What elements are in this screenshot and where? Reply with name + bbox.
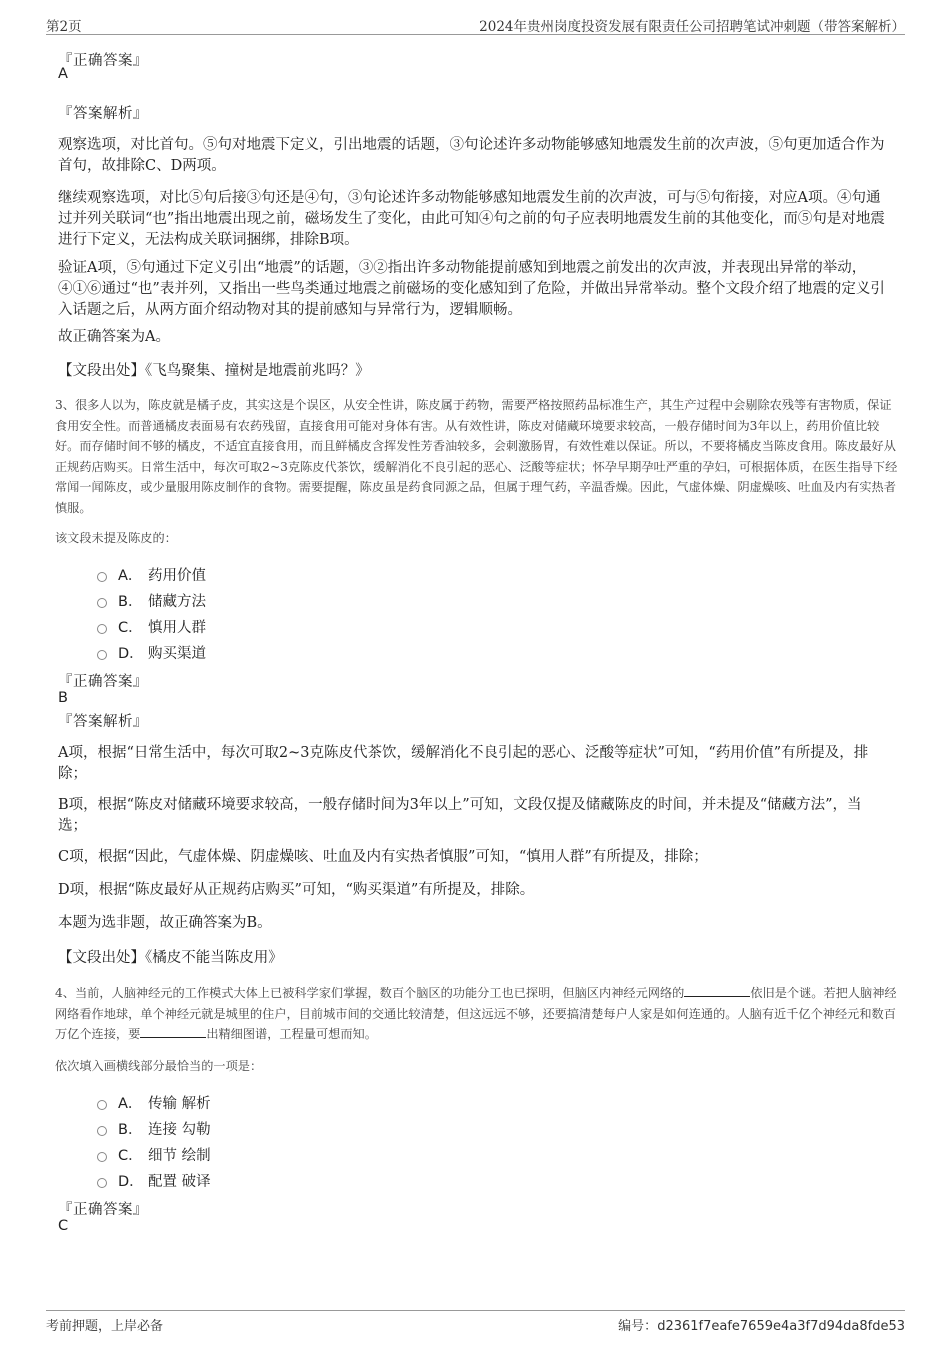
option-key: A． bbox=[118, 1095, 143, 1112]
option-key: D． bbox=[118, 645, 144, 662]
q4-option-b[interactable] bbox=[97, 1118, 211, 1138]
q4-option-c[interactable] bbox=[97, 1144, 211, 1164]
q3-analysis-paragraph: 本题为选非题，故正确答案为B。 bbox=[58, 915, 272, 931]
radio-icon[interactable] bbox=[97, 598, 107, 608]
page-header bbox=[46, 14, 905, 35]
serial-label: 编号： bbox=[618, 1319, 658, 1334]
q3-question-text: 3、很多人以为，陈皮就是橘子皮，其实这是个误区，从安全性讲，陈皮属于药物，需要严格按照药品标准生产，其生产过程中会剔除农残等有害物质，保证食用安全性。而普通橘皮表面易有农药残留，直接食用可能对身体有害。从有效性讲，陈皮对储藏环境要求较高，一般存储时间为3年以上，药用价值比较好。而存储时间不够的橘皮，不适宜直接食用，而且鲜橘皮含挥发性芳香油较多，会刺激肠胃，有效性难以保证。所以，不要将橘皮当陈皮食用。陈皮最好从正规药店购买。日常生活中，每次可取2~3克陈皮代茶饮，缓解消化不良引起的恶心、泛酸等症状；怀孕早期孕吐严重的孕妇，可根据体质，在医生指导下经常闻一闻陈皮，或少量服用陈皮制作的食物。需要提醒，陈皮虽是药食同源之品，但属于理气药，辛温香燥。因此，气虚体燥、阴虚燥咳、吐血及内有实热者慎服。 bbox=[55, 398, 898, 515]
q4-answer: C bbox=[58, 1218, 69, 1234]
footer-slogan: 考前押题，上岸必备 bbox=[46, 1319, 164, 1334]
q3-option-b[interactable] bbox=[97, 590, 206, 610]
radio-icon[interactable] bbox=[97, 650, 107, 660]
option-text: 药用价值 bbox=[148, 567, 206, 584]
option-key: B． bbox=[118, 593, 143, 610]
option-key: B． bbox=[118, 1121, 143, 1138]
q2-correct-answer-label: 『正确答案』 bbox=[58, 53, 148, 69]
q3-option-d[interactable] bbox=[97, 642, 206, 662]
q4-question-text bbox=[55, 983, 903, 1045]
q3-analysis-label: 『答案解析』 bbox=[58, 714, 148, 730]
q3-source: 【文段出处】《橘皮不能当陈皮用》 bbox=[58, 950, 283, 966]
q3-answer: B bbox=[58, 690, 68, 706]
serial-number: d2361f7eafe7659e4a3f7d94da8fde53 bbox=[657, 1319, 905, 1334]
q3-option-a[interactable] bbox=[97, 564, 206, 584]
option-text: 配置 破译 bbox=[148, 1173, 211, 1190]
q3-option-c[interactable] bbox=[97, 616, 206, 636]
option-text: 细节 绘制 bbox=[148, 1147, 211, 1164]
q2-analysis-label: 『答案解析』 bbox=[58, 106, 148, 122]
q4-correct-answer-label: 『正确答案』 bbox=[58, 1202, 148, 1218]
option-key: C． bbox=[118, 1147, 143, 1164]
q2-analysis-paragraph: 故正确答案为A。 bbox=[58, 329, 170, 345]
q4-option-a[interactable] bbox=[97, 1092, 211, 1112]
q4-option-d[interactable] bbox=[97, 1170, 211, 1190]
radio-icon[interactable] bbox=[97, 1178, 107, 1188]
q2-analysis-paragraph: 观察选项，对比首句。⑤句对地震下定义，引出地震的话题，③句论述许多动物能够感知地震发生前的次声波，⑤句更加适合作为首句，故排除C、D两项。 bbox=[58, 137, 885, 174]
footer-serial bbox=[618, 1315, 905, 1334]
option-key: A． bbox=[118, 567, 143, 584]
option-text: 传输 解析 bbox=[148, 1095, 211, 1112]
page-number: 第2页 bbox=[46, 19, 82, 35]
option-text: 连接 勾勒 bbox=[148, 1121, 211, 1138]
option-text: 储藏方法 bbox=[148, 593, 206, 610]
q2-analysis-paragraph: 继续观察选项，对比⑤句后接③句还是④句，③句论述许多动物能够感知地震发生前的次声波，可与⑤句衔接，对应A项。④句通过并列关联词“也”指出地震出现之前，磁场发生了变化，由此可知④句之前的句子应表明地震发生前的其他变化，而⑤句是对地震进行下定义，无法构成关联词捆绑，排除B项。 bbox=[58, 190, 885, 248]
option-text: 慎用人群 bbox=[148, 619, 206, 636]
radio-icon[interactable] bbox=[97, 1126, 107, 1136]
q2-source: 【文段出处】《飞鸟聚集、撞树是地震前兆吗？》 bbox=[58, 363, 370, 379]
q4-question-part: 依旧是个谜。若把人脑神经网络看作地球，单个神经元就是城里的住户，目前城市间的交通比较清楚，但这远远不够，还要搞清楚每户人家是如何连通的。人脑有近千亿个神经元和数百万亿个连接，要 bbox=[55, 986, 897, 1041]
radio-icon[interactable] bbox=[97, 1100, 107, 1110]
q3-analysis-paragraph: B项，根据“陈皮对储藏环境要求较高，一般存储时间为3年以上”可知，文段仅提及储藏陈皮的时间，并未提及“储藏方法”，当选； bbox=[58, 797, 862, 834]
option-text: 购买渠道 bbox=[148, 645, 206, 662]
q4-question-part: 出精细图谱，工程量可想而知。 bbox=[206, 1027, 377, 1041]
q2-analysis-paragraph: 验证A项，⑤句通过下定义引出“地震”的话题，③②指出许多动物能提前感知到地震之前发出的次声波，并表现出异常的举动，④①⑥通过“也”表并列，又指出一些鸟类通过地震之前磁场的变化感知到了危险，并做出异常举动。整个文段介绍了地震的定义引入话题之后，从两方面介绍动物对其的提前感知与异常行为，逻辑顺畅。 bbox=[58, 260, 885, 318]
q3-analysis-paragraph: A项，根据“日常生活中，每次可取2~3克陈皮代茶饮，缓解消化不良引起的恶心、泛酸等症状”可知，“药用价值”有所提及，排除； bbox=[58, 745, 869, 782]
radio-icon[interactable] bbox=[97, 1152, 107, 1162]
fill-blank-2[interactable] bbox=[140, 1025, 206, 1038]
q3-prompt: 该文段未提及陈皮的： bbox=[55, 531, 177, 545]
q4-question-part: 4、当前，人脑神经元的工作模式大体上已被科学家们掌握，数百个脑区的功能分工也已探明，但脑区内神经元网络的 bbox=[55, 986, 685, 1000]
q2-answer: A bbox=[58, 66, 68, 82]
fill-blank-1[interactable] bbox=[684, 984, 750, 997]
page-footer bbox=[46, 1310, 905, 1333]
radio-icon[interactable] bbox=[97, 572, 107, 582]
document-title: 2024年贵州岗度投资发展有限责任公司招聘笔试冲刺题（带答案解析） bbox=[479, 19, 905, 35]
option-key: D． bbox=[118, 1173, 144, 1190]
radio-icon[interactable] bbox=[97, 624, 107, 634]
q4-prompt: 依次填入画横线部分最恰当的一项是： bbox=[55, 1059, 263, 1073]
option-key: C． bbox=[118, 619, 143, 636]
q3-analysis-paragraph: C项，根据“因此，气虚体燥、阴虚燥咳、吐血及内有实热者慎服”可知，“慎用人群”有所提及，排除； bbox=[58, 849, 708, 865]
q3-analysis-paragraph: D项，根据“陈皮最好从正规药店购买”可知，“购买渠道”有所提及，排除。 bbox=[58, 882, 535, 898]
q3-correct-answer-label: 『正确答案』 bbox=[58, 674, 148, 690]
